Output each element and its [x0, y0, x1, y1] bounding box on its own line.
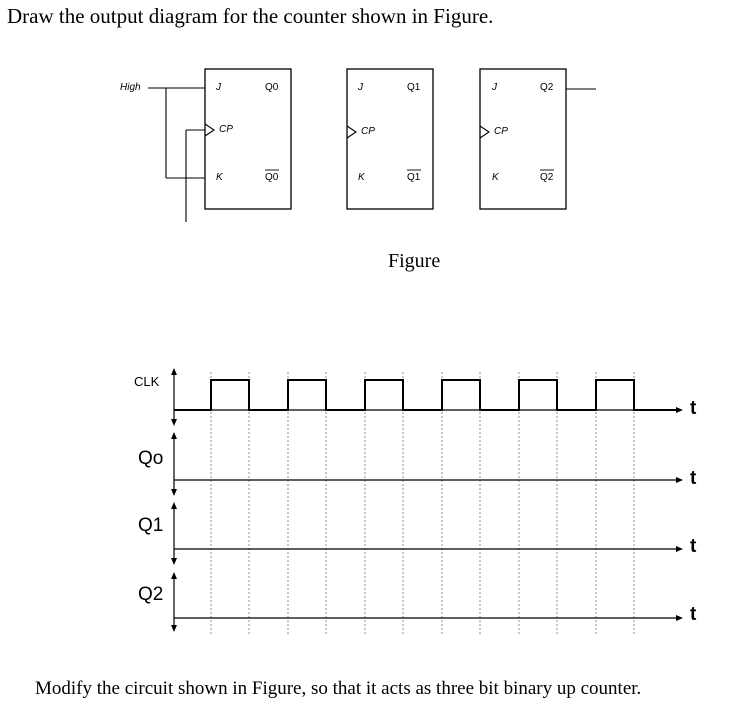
high-input-label: High — [120, 82, 141, 93]
q2-time-axis-label: t — [690, 604, 697, 625]
ff1-qbar-label: Q1 — [407, 172, 421, 183]
qo-axis-arrow-up — [171, 432, 177, 439]
ff1-k-label: K — [358, 172, 365, 183]
q2-axis-arrow-up — [171, 572, 177, 579]
q0-signal-label: Qo — [138, 448, 164, 469]
qo-time-arrow — [676, 477, 683, 483]
ff2-clock-label: CP — [494, 126, 508, 137]
q1-time-arrow — [676, 546, 683, 552]
ff0-q-label: Q0 — [265, 82, 279, 93]
clk-time-arrow — [676, 407, 683, 413]
q2-time-arrow — [676, 615, 683, 621]
q2-signal-label: Q2 — [138, 584, 164, 605]
ff0-qbar-label: Q0 — [265, 172, 279, 183]
qo-axis-arrow-down — [171, 489, 177, 496]
ff2-qbar-label: Q2 — [540, 172, 554, 183]
q1-axis-arrow-down — [171, 558, 177, 565]
ff2-k-label: K — [492, 172, 499, 183]
clk-time-axis-label: t — [690, 398, 697, 419]
clk-axis-arrow-up — [171, 368, 177, 375]
clock-waveform — [174, 380, 677, 410]
ff0-clock-label: CP — [219, 124, 233, 135]
clk-axis-arrow-down — [171, 419, 177, 426]
q1-time-axis-label: t — [690, 536, 697, 557]
question-text: Draw the output diagram for the counter shown in Figure. — [7, 4, 494, 28]
ff0-k-label: K — [216, 172, 223, 183]
ff2-j-label: J — [492, 82, 497, 93]
ff1-clock-label: CP — [361, 126, 375, 137]
q0-time-axis-label: t — [690, 468, 697, 489]
q1-axis-arrow-up — [171, 502, 177, 509]
ff1-j-label: J — [358, 82, 363, 93]
figure-caption: Figure — [388, 250, 441, 272]
q2-axis-arrow-down — [171, 625, 177, 632]
ff0-j-label: J — [216, 82, 221, 93]
clk-signal-label: CLK — [134, 374, 160, 389]
ff2-q-label: Q2 — [540, 82, 554, 93]
instruction-text: Modify the circuit shown in Figure, so that it acts as three bit binary up counter. — [35, 678, 642, 699]
q1-signal-label: Q1 — [138, 515, 164, 536]
ff1-q-label: Q1 — [407, 82, 421, 93]
